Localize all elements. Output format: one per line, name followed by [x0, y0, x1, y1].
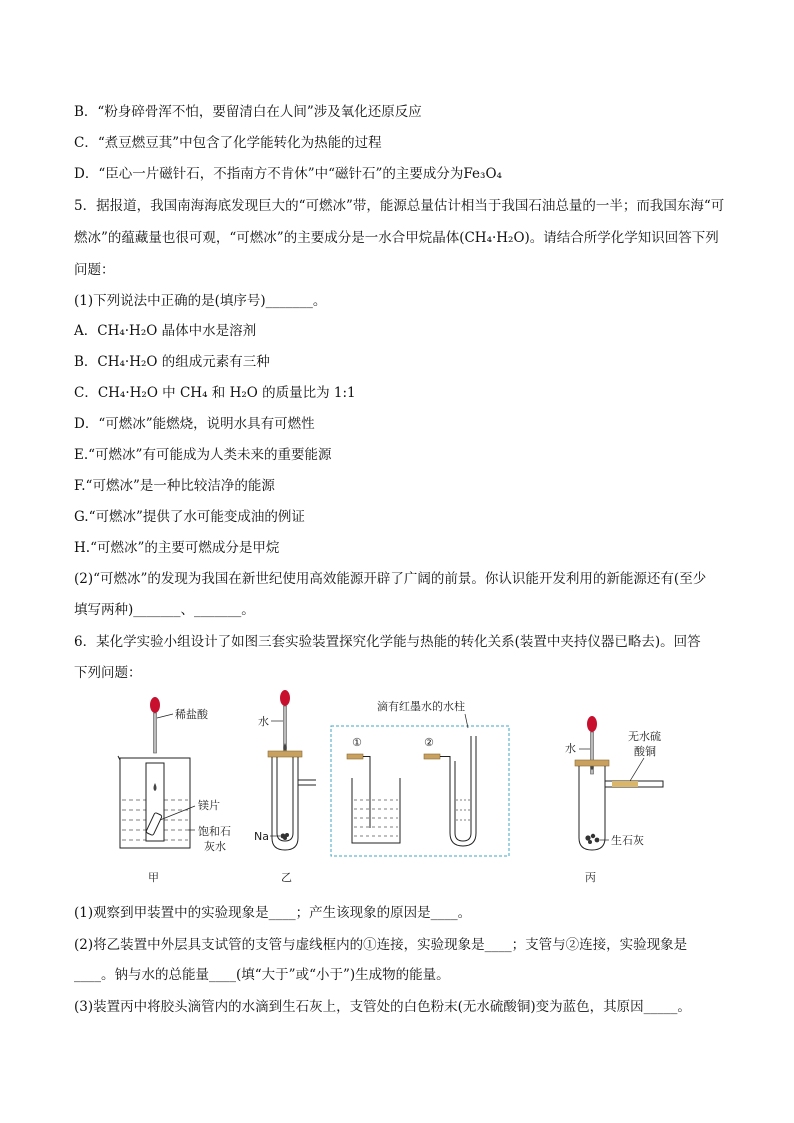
question-5-line-3: 问题： — [74, 262, 115, 278]
apparatus-yi — [254, 690, 316, 884]
label-water-bing: 水 — [565, 742, 576, 755]
label-sodium: Na — [254, 830, 269, 843]
question-6-line-2: 下列问题： — [74, 665, 142, 681]
question-6-part-1: (1)观察到甲装置中的实验现象是____；产生该现象的原因是____。 — [74, 905, 472, 921]
stopper-icon — [268, 751, 302, 757]
label-lime-water-2: 灰水 — [204, 840, 226, 853]
q5-option-d: D．“可燃冰”能燃烧，说明水具有可燃性 — [74, 416, 315, 432]
q5-option-b: B．CH₄·H₂O 的组成元素有三种 — [74, 354, 270, 370]
question-5-part-1: (1)下列说法中正确的是(填序号)_______。 — [74, 293, 327, 309]
label-quicklime: 生石灰 — [611, 834, 644, 847]
apparatus-bing — [565, 716, 663, 884]
label-cuso4-1: 无水硫 — [628, 730, 661, 743]
dropper-tube-icon — [154, 713, 157, 753]
question-6-line-1: 6．某化学实验小组设计了如图三套实验装置探究化学能与热能的转化关系(装置中夹持仪器已略去)。回答 — [74, 634, 701, 650]
label-water-yi: 水 — [258, 715, 269, 728]
label-magnesium: 镁片 — [198, 799, 220, 812]
q5-option-a: A．CH₄·H₂O 晶体中水是溶剂 — [74, 323, 257, 339]
label-red-ink-column: 滴有红墨水的水柱 — [377, 700, 465, 713]
caption-bing: 丙 — [585, 871, 596, 884]
apparatus-jia — [118, 697, 231, 884]
q5-option-f: F.“可燃冰”是一种比较洁净的能源 — [74, 478, 275, 494]
option-c-line: C．“煮豆燃豆萁”中包含了化学能转化为热能的过程 — [74, 135, 382, 151]
experiment-figure — [0, 688, 794, 888]
question-5-part-2-line-1: (2)“可燃冰”的发现为我国在新世纪使用高效能源开辟了广阔的前景。你认识能开发利用的新能源还有(至少 — [74, 571, 707, 587]
caption-yi: 乙 — [281, 871, 292, 884]
label-lime-water-1: 饱和石 — [198, 825, 231, 838]
question-5-part-2-line-2: 填写两种)_______、_______。 — [74, 602, 255, 618]
question-5-line-1: 5．据报道，我国南海海底发现巨大的“可燃冰”带，能源总量估计相当于我国石油总量的一半；而我国东海“可 — [74, 198, 725, 214]
dropper-bulb-icon — [280, 690, 290, 706]
label-connection-2: ② — [424, 736, 434, 749]
option-b-line: B．“粉身碎骨浑不怕，要留清白在人间”涉及氧化还原反应 — [74, 104, 422, 120]
dropper-bulb-icon — [150, 697, 160, 713]
dashed-connection-box — [331, 699, 509, 856]
label-cuso4-2: 酸铜 — [634, 745, 656, 758]
q5-option-e: E.“可燃冰”有可能成为人类未来的重要能源 — [74, 447, 332, 463]
q5-option-g: G.“可燃冰”提供了水可能变成油的例证 — [74, 509, 305, 525]
dropper-bulb-icon — [587, 716, 597, 732]
question-5-line-2: 燃冰”的蕴藏量也很可观，“可燃冰”的主要成分是一水合甲烷晶体(CH₄·H₂O)。请结合所学化学知识回答下列 — [74, 230, 719, 246]
caption-jia: 甲 — [148, 871, 159, 884]
q5-option-c: C．CH₄·H₂O 中 CH₄ 和 H₂O 的质量比为 1:1 — [74, 385, 356, 401]
q5-option-h: H.“可燃冰”的主要可燃成分是甲烷 — [74, 540, 280, 556]
question-6-part-3: (3)装置丙中将胶头滴管内的水滴到生石灰上，支管处的白色粉末(无水硫酸铜)变为蓝色，其原因_____。 — [74, 999, 691, 1015]
anhydrous-cuso4-icon — [612, 781, 638, 787]
water-beaker-icon — [352, 778, 400, 843]
option-d-line: D．“臣心一片磁针石，不指南方不肯休”中“磁针石”的主要成分为Fe₃O₄ — [74, 166, 502, 182]
question-6-part-2-line-1: (2)将乙装置中外层具支试管的支管与虚线框内的①连接，实验现象是____；支管与②连接，实验现象是 — [74, 937, 688, 953]
question-6-part-2-line-2: ____。钠与水的总能量____(填“大于”或“小于”)生成物的能量。 — [74, 967, 450, 983]
label-dilute-hcl: 稀盐酸 — [175, 708, 208, 721]
label-connection-1: ① — [352, 736, 362, 749]
inner-test-tube-icon — [277, 757, 293, 841]
